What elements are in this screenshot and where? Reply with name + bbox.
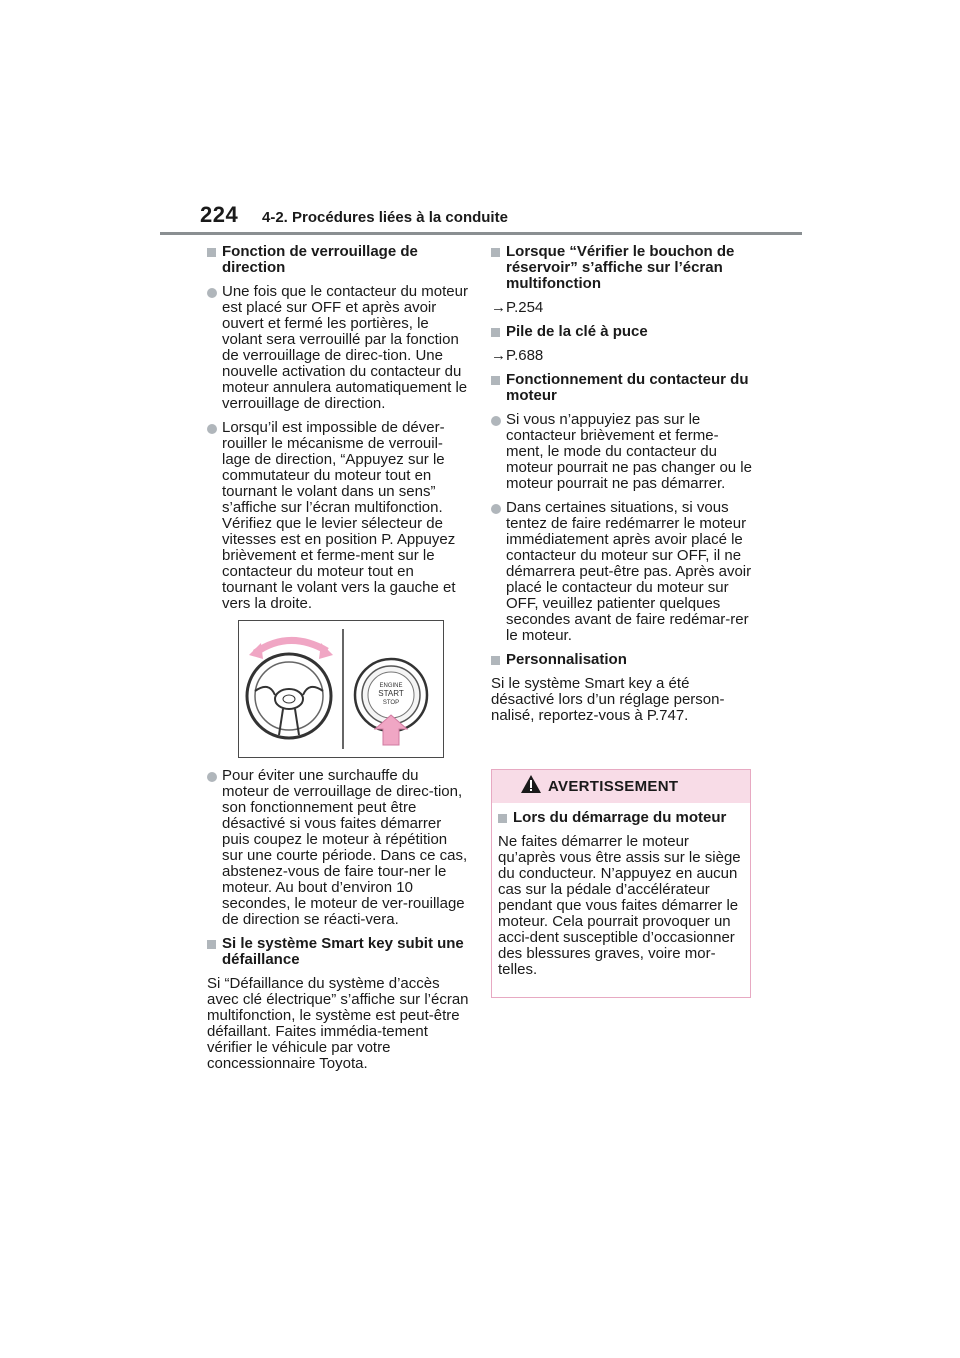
left-column — [207, 244, 469, 1080]
heading-key-battery: Pile de la clé à puce — [491, 324, 753, 340]
round-bullet-icon — [207, 772, 217, 782]
bullet-item: Si vous n’appuyiez pas sur le contacteur brièvement et ferme-ment, le mode du contacteur du moteur pourrait ne pas changer ou le moteur pourrait ne pas démarrer. — [491, 412, 753, 492]
round-bullet-icon — [207, 288, 217, 298]
rotate-arrow-icon — [255, 640, 327, 653]
arrow-icon: → — [491, 347, 506, 364]
bullet-item: Une fois que le contacteur du moteur est placé sur OFF et après avoir ouvert et fermé les portières, le volant sera verrouillé par la fonction de verrouillage de direc-tion. Une nouvelle activation du contacteur du moteur annulera automatiquement le verrouillage de direction. — [207, 284, 469, 412]
page-reference[interactable]: →P.688 — [491, 347, 544, 364]
warning-title: AVERTISSEMENT — [548, 778, 679, 795]
bullet-item: Pour éviter une surchauffe du moteur de verrouillage de direc-tion, son fonctionnement peut être désactivé si vous faites démarrer puis coupez le moteur à répétition sur une courte période. Dans ce cas, abstenez-vous de faire tour-ner le moteur. Au bout d’environ 10 secondes, le moteur de ver-rouillage de direction se réacti-vera. — [207, 768, 469, 928]
warning-header — [492, 770, 750, 803]
square-bullet-icon — [491, 248, 500, 257]
square-bullet-icon — [498, 814, 507, 823]
square-bullet-icon — [491, 656, 500, 665]
heading-fuel-cap: Lorsque “Vérifier le bouchon de réservoir” s’affiche sur l’écran multifonction — [491, 244, 753, 292]
square-bullet-icon — [207, 940, 216, 949]
illustration — [239, 621, 443, 757]
svg-text:ENGINE: ENGINE — [379, 683, 403, 689]
right-column — [491, 244, 753, 732]
heading-engine-switch: Fonctionnement du contacteur du moteur — [491, 372, 753, 404]
bullet-item: Dans certaines situations, si vous tentez de faire redémarrer le moteur immédiatement après avoir placé le contacteur du moteur sur OFF, il ne démarrera peut-être pas. Après avoir placé le contacteur du moteur sur OFF, veuillez patienter quelques secondes avant de faire redémar-rer le moteur. — [491, 500, 753, 644]
round-bullet-icon — [207, 424, 217, 434]
heading-customization: Personnalisation — [491, 652, 753, 668]
heading-steering-lock: Fonction de verrouillage de direction — [207, 244, 469, 276]
warning-heading: Lors du démarrage du moteur — [498, 810, 744, 826]
svg-text:START: START — [378, 689, 404, 698]
warning-triangle-icon — [520, 774, 542, 794]
round-bullet-icon — [491, 504, 501, 514]
square-bullet-icon — [491, 376, 500, 385]
page-reference[interactable]: →P.254 — [491, 299, 544, 316]
bullet-item: Lorsqu’il est impossible de déver-rouiller le mécanisme de verrouil-lage de direction, “Appuyez sur le commutateur du moteur tout en tournant le volant dans un sens” s’affiche sur l’écran multifonction. Vérifiez que le levier sélecteur de vitesses est en position P. Appuyez brièvement et ferme-ment sur le contacteur du moteur tout en tournant le volant vers la gauche et vers la droite. — [207, 420, 469, 612]
svg-text:STOP: STOP — [382, 700, 400, 706]
warning-body — [492, 803, 750, 978]
square-bullet-icon — [207, 248, 216, 257]
section-title: 4-2. Procédures liées à la conduite — [262, 209, 508, 226]
square-bullet-icon — [491, 328, 500, 337]
warning-box — [491, 769, 751, 998]
arrow-icon: → — [491, 299, 506, 316]
warning-text: Ne faites démarrer le moteur qu’après vous être assis sur le siège du conducteur. N’appuyez en aucun cas sur la pédale d’accélérateur pendant que vous faites démarrer le moteur. Cela pourrait provoquer un acci-dent susceptible d’occasionner des blessures graves, voire mor-telles. — [498, 833, 741, 978]
paragraph: Si “Défaillance du système d’accès avec clé électrique” s’affiche sur l’écran multifonction, le système est peut-être défaillant. Faites immédia-tement vérifier le véhicule par votre concessionnaire Toyota. — [207, 975, 469, 1072]
heading-smart-key-failure: Si le système Smart key subit une défaillance — [207, 936, 469, 968]
paragraph: Si le système Smart key a été désactivé lors d’un réglage person-nalisé, reportez-vous à P.747. — [491, 675, 725, 724]
steering-and-start-button-figure — [238, 620, 444, 758]
page-number: 224 — [200, 202, 239, 227]
round-bullet-icon — [491, 416, 501, 426]
header-rule — [160, 232, 802, 235]
